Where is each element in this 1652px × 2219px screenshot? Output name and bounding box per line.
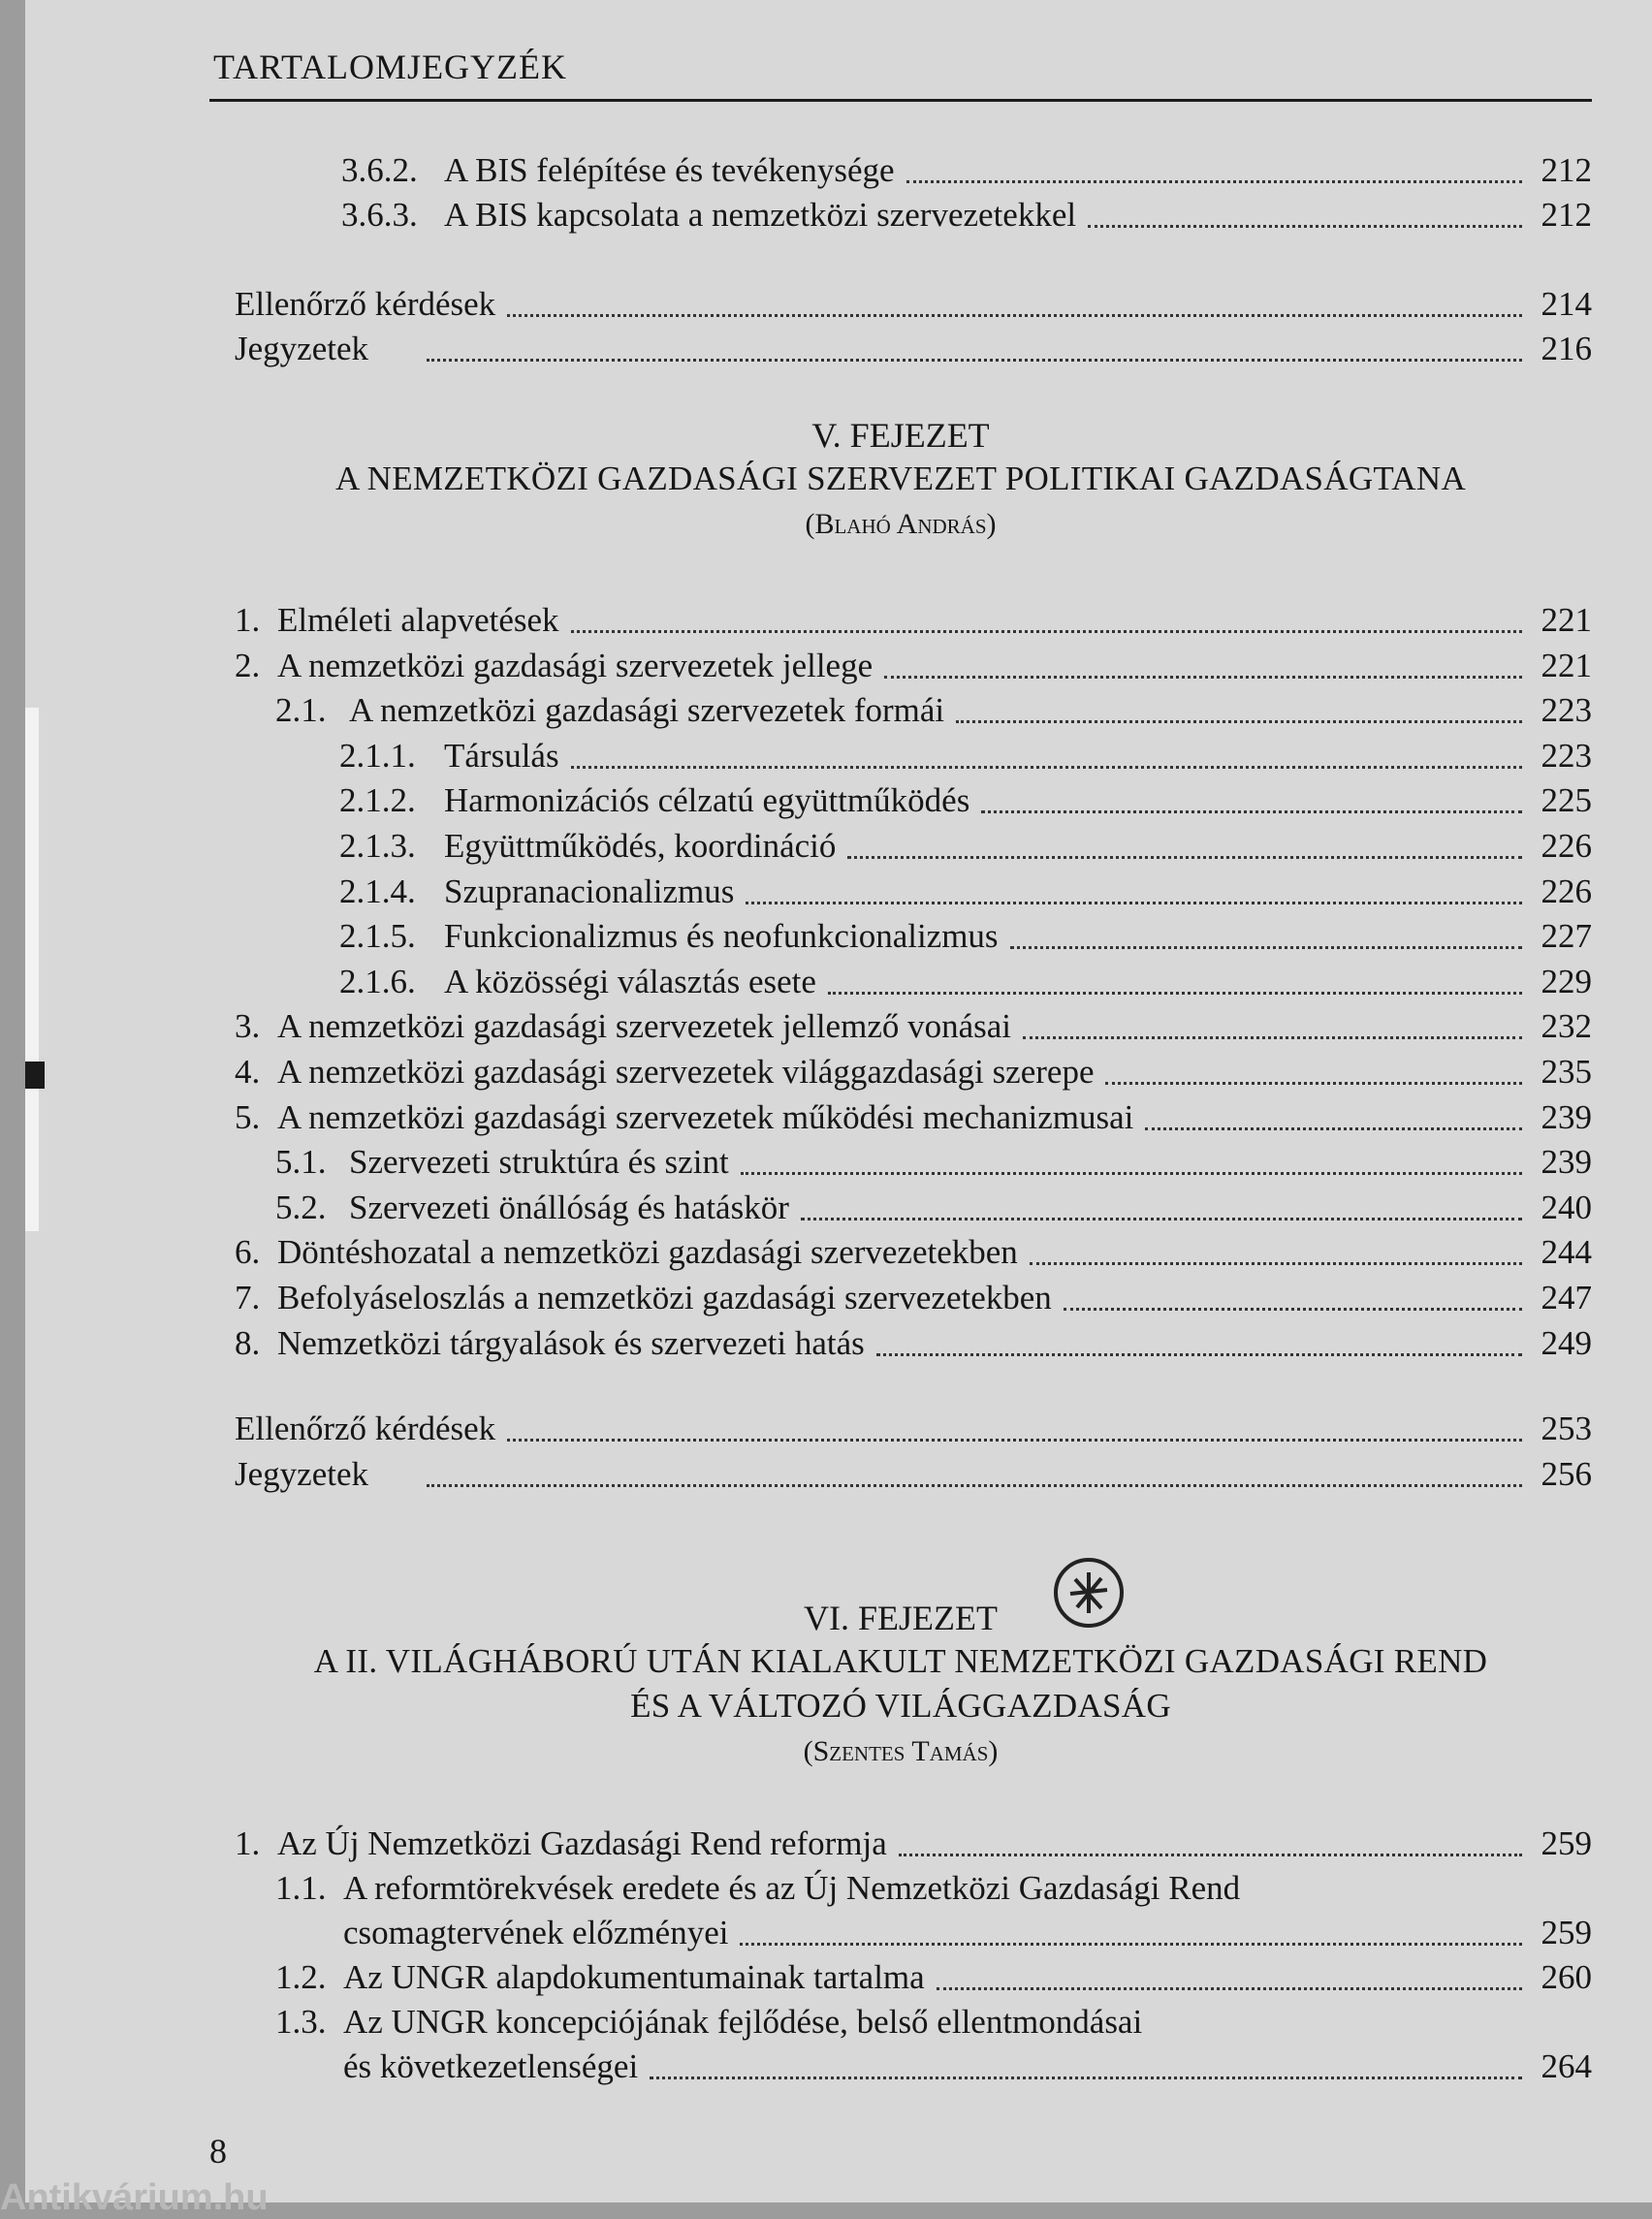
toc-entry-number: 1.1. [275, 1869, 327, 1907]
toc-entry-title: A nemzetközi gazdasági szervezetek világgazdasági szerepe [277, 1053, 1095, 1091]
toc-entry-title: Jegyzetek [235, 330, 368, 367]
toc-entry-title: Ellenőrző kérdések [235, 285, 496, 323]
leader-dots [427, 1453, 1522, 1487]
toc-entry-title: A BIS kapcsolata a nemzetközi szervezetekkel [444, 196, 1077, 234]
toc-entry-page: 256 [1541, 1454, 1592, 1493]
toc-entry-title: Nemzetközi tárgyalások és szervezeti hatás [277, 1323, 865, 1362]
book-page [25, 0, 1652, 2203]
toc-entry-title: A közösségi választás esete [444, 962, 816, 1000]
binder-mark [25, 1062, 45, 1089]
toc-entry-title: Szervezeti önállóság és hatáskör [349, 1188, 789, 1226]
toc-entry-number: 2.1.5. [339, 917, 416, 956]
leader-dots [741, 1141, 1522, 1175]
chapter-label: V. FEJEZET [811, 416, 990, 455]
toc-entry[interactable] [339, 871, 1592, 913]
toc-entry[interactable] [235, 1453, 1592, 1496]
toc-entry-page: 214 [1541, 285, 1592, 323]
toc-entry-title: Az UNGR alapdokumentumainak tartalma [343, 1958, 925, 1996]
toc-entry[interactable] [235, 599, 1592, 642]
toc-entry[interactable] [343, 1912, 1592, 1954]
toc-entry[interactable] [235, 1231, 1592, 1274]
toc-entry[interactable] [235, 1408, 1592, 1450]
toc-entry[interactable] [339, 779, 1592, 822]
leader-dots [1023, 1005, 1522, 1039]
leader-dots [746, 871, 1522, 904]
chapter-label: VI. FEJEZET [804, 1599, 998, 1637]
leader-dots [650, 2045, 1522, 2079]
toc-entry-title: A reformtörekvések eredete és az Új Nemzetközi Gazdasági Rend [343, 1869, 1241, 1907]
toc-entry-title-continuation: és következetlenségei [343, 2047, 639, 2085]
toc-entry-title: Az Új Nemzetközi Gazdasági Rend reformja [277, 1824, 887, 1862]
toc-entry[interactable] [341, 194, 1592, 237]
toc-entry-page: 221 [1541, 601, 1592, 639]
toc-entry-title-continuation: csomagtervének előzményei [343, 1914, 729, 1951]
toc-entry-title: Az UNGR koncepciójának fejlődése, belső ellentmondásai [343, 2003, 1143, 2041]
leader-dots [876, 1322, 1522, 1356]
leader-dots [571, 599, 1522, 633]
toc-entry-title: Döntéshozatal a nemzetközi gazdasági szervezetekben [277, 1233, 1018, 1272]
toc-entry-page: 260 [1541, 1958, 1592, 1996]
toc-entry-page: 259 [1541, 1824, 1592, 1862]
toc-entry-title: A BIS felépítése és tevékenysége [444, 151, 895, 189]
toc-entry[interactable] [275, 1956, 1592, 1999]
toc-entry-title: Befolyáseloszlás a nemzetközi gazdasági szervezetekben [277, 1279, 1052, 1316]
toc-entry-page: 253 [1541, 1410, 1592, 1448]
leader-dots [828, 961, 1522, 995]
toc-entry-title: Társulás [444, 736, 559, 775]
toc-entry-number: 2.1.6. [339, 962, 416, 1000]
toc-entry-number: 1. [235, 601, 261, 639]
leader-dots [571, 735, 1522, 769]
toc-entry-title: Funkcionalizmus és neofunkcionalizmus [444, 917, 999, 956]
toc-entry-number: 2.1.1. [339, 736, 416, 775]
watermark: Antikvárium.hu [0, 2177, 269, 2218]
leader-dots [906, 149, 1522, 183]
toc-entry-number: 6. [235, 1233, 261, 1272]
toc-entry-title-line[interactable] [275, 2001, 1142, 2044]
toc-entry[interactable] [339, 825, 1592, 868]
running-head: TARTALOMJEGYZÉK [213, 48, 568, 86]
toc-entry-number: 3.6.2. [341, 151, 418, 189]
leader-dots [507, 283, 1522, 317]
header-rule [209, 99, 1592, 102]
toc-entry-page: 235 [1541, 1053, 1592, 1091]
leader-dots [1145, 1096, 1522, 1130]
toc-entry-number: 5. [235, 1097, 261, 1136]
leader-dots [740, 1912, 1522, 1946]
leader-dots [884, 645, 1522, 679]
toc-entry-title-line[interactable] [275, 1867, 1240, 1910]
toc-entry-number: 1.3. [275, 2003, 327, 2041]
toc-entry-number: 4. [235, 1053, 261, 1091]
toc-entry-number: 2. [235, 646, 261, 684]
leader-dots [1010, 915, 1522, 949]
leader-dots [801, 1187, 1522, 1220]
toc-entry-number: 5.1. [275, 1143, 327, 1182]
toc-entry[interactable] [235, 1051, 1592, 1094]
leader-dots [1064, 1277, 1522, 1311]
toc-entry-number: 1. [235, 1824, 261, 1862]
toc-entry-title: Együttműködés, koordináció [444, 827, 837, 865]
chapter-author: (Szentes Tamás) [803, 1735, 999, 1767]
toc-entry-page: 232 [1541, 1007, 1592, 1046]
toc-entry-page: 229 [1541, 962, 1592, 1000]
toc-entry-page: 239 [1541, 1143, 1592, 1182]
page-number: 8 [209, 2132, 227, 2171]
toc-entry[interactable] [235, 1322, 1592, 1365]
toc-entry-page: 226 [1541, 827, 1592, 865]
toc-entry[interactable] [235, 1005, 1592, 1048]
toc-entry[interactable] [235, 1277, 1592, 1319]
toc-entry-title: Harmonizációs célzatú együttműködés [444, 781, 970, 820]
toc-entry-number: 2.1.2. [339, 781, 416, 820]
toc-entry-page: 223 [1541, 736, 1592, 775]
chapter-title-line-2: ÉS A VÁLTOZÓ VILÁGGAZDASÁG [630, 1687, 1171, 1725]
toc-entry-page: 227 [1541, 917, 1592, 956]
toc-entry-page: 216 [1541, 330, 1592, 367]
toc-entry[interactable] [235, 283, 1592, 326]
chapter-title-line-1: A II. VILÁGHÁBORÚ UTÁN KIALAKULT NEMZETKÖZI GAZDASÁGI REND [313, 1642, 1488, 1680]
toc-entry-number: 2.1.3. [339, 827, 416, 865]
toc-entry-page: 221 [1541, 646, 1592, 684]
toc-entry[interactable] [339, 915, 1592, 958]
toc-entry-title: Ellenőrző kérdések [235, 1410, 496, 1448]
toc-entry-number: 2.1.4. [339, 872, 416, 910]
toc-entry[interactable] [343, 2045, 1592, 2088]
chapter-title: A NEMZETKÖZI GAZDASÁGI SZERVEZET POLITIKAI GAZDASÁGTANA [334, 460, 1467, 497]
toc-entry-page: 226 [1541, 872, 1592, 910]
toc-entry-number: 3. [235, 1007, 261, 1046]
toc-entry-title: Szervezeti struktúra és szint [349, 1143, 729, 1182]
toc-entry[interactable] [339, 961, 1592, 1003]
toc-entry-page: 223 [1541, 691, 1592, 730]
toc-entry[interactable] [235, 645, 1592, 687]
toc-entry-title: A nemzetközi gazdasági szervezetek működési mechanizmusai [277, 1097, 1134, 1136]
toc-entry[interactable] [275, 689, 1592, 732]
chapter-author: (Blahó András) [805, 508, 997, 540]
toc-entry-number: 5.2. [275, 1188, 327, 1226]
leader-dots [981, 779, 1522, 813]
handwritten-asterisk-annotation [1051, 1555, 1127, 1631]
leader-dots [847, 825, 1522, 859]
leader-dots [507, 1408, 1522, 1442]
toc-entry-number: 1.2. [275, 1958, 327, 1996]
toc-entry-title: A nemzetközi gazdasági szervezetek formái [349, 691, 945, 730]
toc-entry-page: 259 [1541, 1914, 1592, 1951]
toc-entry-page: 225 [1541, 781, 1592, 820]
leader-dots [427, 328, 1522, 362]
toc-entry-page: 264 [1541, 2047, 1592, 2085]
leader-dots [899, 1823, 1522, 1856]
toc-entry[interactable] [235, 328, 1592, 370]
leader-dots [1105, 1051, 1522, 1085]
toc-entry-page: 247 [1541, 1279, 1592, 1316]
toc-entry[interactable] [275, 1141, 1592, 1184]
toc-entry-number: 8. [235, 1323, 261, 1362]
toc-entry-page: 244 [1541, 1233, 1592, 1272]
toc-entry-number: 2.1. [275, 691, 327, 730]
toc-entry-page: 212 [1541, 151, 1592, 189]
toc-entry-title: Szupranacionalizmus [444, 872, 735, 910]
toc-entry-title: Elméleti alapvetések [277, 601, 559, 639]
leader-dots [1030, 1231, 1522, 1265]
toc-entry-title: Jegyzetek [235, 1454, 368, 1493]
toc-entry-number: 3.6.3. [341, 196, 418, 234]
toc-entry-title: A nemzetközi gazdasági szervezetek jellege [277, 646, 874, 684]
binder-edge [25, 708, 39, 1231]
toc-entry-page: 240 [1541, 1188, 1592, 1226]
toc-entry[interactable] [341, 149, 1592, 192]
leader-dots [1088, 194, 1522, 228]
toc-entry-title: A nemzetközi gazdasági szervezetek jellemző vonásai [277, 1007, 1012, 1046]
toc-entry-page: 249 [1541, 1323, 1592, 1362]
leader-dots [937, 1956, 1522, 1990]
toc-entry[interactable] [339, 735, 1592, 777]
toc-entry-number: 7. [235, 1279, 261, 1316]
toc-entry[interactable] [235, 1096, 1592, 1139]
toc-entry[interactable] [235, 1823, 1592, 1865]
toc-entry[interactable] [275, 1187, 1592, 1229]
toc-entry-page: 212 [1541, 196, 1592, 234]
leader-dots [956, 689, 1522, 723]
toc-entry-page: 239 [1541, 1097, 1592, 1136]
